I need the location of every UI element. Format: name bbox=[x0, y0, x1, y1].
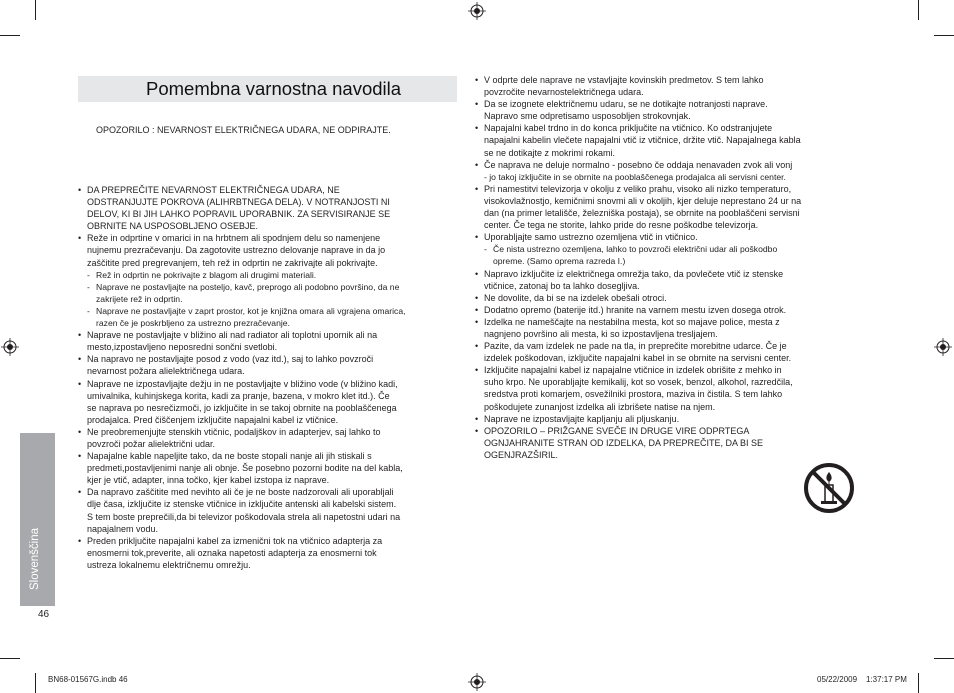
left-column bbox=[78, 184, 463, 571]
sub-item: - Naprave ne postavljajte na posteljo, kavč, preprogo ali podobno površino, da ne bbox=[87, 281, 463, 293]
bullet-item: • OPOZORILO – PRIŽGANE SVEČE IN DRUGE VIRE ODPRTEGA bbox=[475, 425, 865, 437]
bullet-item-continuation: vtičnice, zatonaj bo ta lahko dosegljiva. bbox=[484, 280, 640, 291]
bullet-item-continuation: se naprava po nesrečizmoči, jo izključite in se takoj obrnite na pooblaščenega bbox=[87, 402, 397, 413]
bullet-item-continuation: umivalnika, kuhinjskega korita, kadi za pranje, bazena, v mokro klet itd.). Če bbox=[87, 390, 390, 401]
bullet-item-continuation: ustreza lokalnemu električnemu omrežju. bbox=[87, 559, 251, 570]
bullet-item-continuation: nagnjeno površino ali mesta, ki so izpostavljena tresljajem. bbox=[484, 328, 718, 339]
bullet-item-continuation: visokovlažnostjo, kemičnimi snovmi ali v okoljih, kjer deluje neprestano 24 ur na bbox=[484, 195, 802, 206]
bullet-item-continuation: povzroči požar alielektrični udar. bbox=[87, 438, 216, 449]
no-open-flame-icon bbox=[803, 462, 855, 514]
sub-item-continuation: razen če je poskrbljeno za ustrezno prezračevanje. bbox=[96, 318, 290, 329]
crop-mark bbox=[35, 0, 36, 20]
bullet-item-continuation: prodajalca. Pred čiščenjem izključite napajalni kabel iz vtičnice. bbox=[87, 414, 339, 425]
bullet-item: • Pri namestitvi televizorja v okolju z veliko prahu, visoko ali nizko temperaturo, bbox=[475, 183, 865, 195]
bullet-item-continuation: dan (na primer letališče, železniška postaja), se obrnite na pooblaščeni servisni bbox=[484, 208, 800, 219]
bullet-item-continuation: napajalni kabelin vlečete napajalni vtič iz vtičnice, držite vtič. Napajalnega kabla bbox=[484, 135, 801, 146]
sub-item-continuation: zakrijete rež in odprtin. bbox=[96, 293, 183, 304]
bullet-item: • Naprave ne postavljajte v bližino ali nad radiator ali toplotni upornik ali na bbox=[78, 329, 463, 341]
bullet-item-continuation: mesto,izpostavljeno neposredni sončni svetlobi. bbox=[87, 342, 278, 353]
sub-item: - Naprave ne postavljajte v zaprt prostor, kot je knjižna omara ali vgrajena omarica, bbox=[87, 305, 463, 317]
bullet-item-continuation: napajalnem vodu. bbox=[87, 523, 159, 534]
footer-time: 1:37:17 PM bbox=[866, 675, 907, 684]
bullet-item: • Pazite, da vam izdelek ne pade na tla, in preprečite morebitne udarce. Če je bbox=[475, 340, 865, 352]
bullet-item: • Preden priključite napajalni kabel za izmenični tok na vtičnico adapterja za bbox=[78, 535, 463, 547]
crop-mark bbox=[934, 35, 954, 36]
bullet-item-continuation: dlje časa, izključite iz stenske vtičnice in izključite antenski ali kabelski sistem. bbox=[87, 499, 397, 510]
bullet-item: • Naprave ne izpostavljajte dežju in ne postavljajte v bližino vode (v bližino kadi, bbox=[78, 378, 463, 390]
bullet-item: • Izdelka ne nameščajte na nestabilna mesta, kot so majave police, mesta z bbox=[475, 316, 865, 328]
crop-mark bbox=[0, 35, 20, 36]
bullet-item-continuation: kjer je vtič, adapter, inna točko, kjer kabel izstopa iz naprave. bbox=[87, 475, 330, 486]
bullet-item: • Naprave ne izpostavljajte kapljanju ali pljuskanju. bbox=[475, 413, 865, 425]
registration-mark-icon bbox=[934, 338, 952, 356]
bullet-item: • Napravo izključite iz električnega omrežja tako, da povlečete vtič iz stenske bbox=[475, 268, 865, 280]
bullet-item-continuation: poškodujete zunanjost izdelka ali izbrišete natise na njem. bbox=[484, 401, 716, 412]
bullet-item-continuation: S tem boste preprečili,da bi televizor poškodovala strela ali napetostni udari na bbox=[87, 511, 401, 522]
bullet-item: • Ne dovolite, da bi se na izdelek obešali otroci. bbox=[475, 292, 865, 304]
crop-mark bbox=[918, 673, 919, 693]
bullet-item-continuation: DELOV, KI BI JIH LAHKO POPRAVIL UPORABNIK. ZA SERVISIRANJE SE bbox=[87, 209, 391, 220]
bullet-item: • Uporabljajte samo ustrezno ozemljena vtič in vtičnico. bbox=[475, 231, 865, 243]
right-column bbox=[475, 74, 865, 461]
bullet-item-continuation: suho krpo. Ne uporabljajte kemikalij, kot so vosek, benzol, alkohol, razredčila, bbox=[484, 377, 793, 388]
bullet-item: • Reže in odprtine v omarici in na hrbtnem ali spodnjem delu so namenjene bbox=[78, 232, 463, 244]
bullet-item-continuation: OGNJAHRANITE STRAN OD IZDELKA, DA PREPREČITE, DA BI SE bbox=[484, 437, 764, 448]
bullet-item: • Izključite napajalni kabel iz napajalne vtičnice in izdelek obrišite z mehko in bbox=[475, 364, 865, 376]
bullet-item: • Napajalni kabel trdno in do konca priključite na vtičnico. Ko odstranjujete bbox=[475, 122, 865, 134]
bullet-item: • Da napravo zaščitite med nevihto ali če je ne boste nadzorovali ali uporabljali bbox=[78, 486, 463, 498]
language-label: Slovenščina bbox=[29, 527, 41, 590]
bullet-item: • Ne preobremenjujte stenskih vtičnic, podaljškov in adapterjev, saj lahko to bbox=[78, 426, 463, 438]
bullet-item-continuation: povzročite nevarnostelektričnega udara. bbox=[484, 87, 644, 98]
bullet-item: • V odprte dele naprave ne vstavljajte kovinskih predmetov. S tem lahko bbox=[475, 74, 865, 86]
crop-mark bbox=[918, 0, 919, 20]
footer-file: BN68-01567G.indb 46 bbox=[48, 675, 128, 684]
bullet-item-continuation: center. Če tega ne storite, lahko pride do resne poškodbe televizorja. bbox=[484, 220, 759, 231]
bullet-item: • Napajalne kable napeljite tako, da ne boste stopali nanje ali jih stiskali s bbox=[78, 450, 463, 462]
bullet-item: • DA PREPREČITE NEVARNOST ELEKTRIČNEGA UDARA, NE bbox=[78, 184, 463, 196]
electric-shock-warning: OPOZORILO : NEVARNOST ELEKTRIČNEGA UDARA, NE ODPIRAJTE. bbox=[96, 125, 391, 135]
crop-mark bbox=[35, 673, 36, 693]
bullet-item-continuation: predmeti,postavljenimi nanje ali obnje. Še posebno pozorni bodite na del kabla, bbox=[87, 463, 403, 474]
bullet-item-continuation: ODSTRANJUJTE POKROVA (ALIHRBTNEGA DELA). V NOTRANJOSTI NI bbox=[87, 197, 390, 208]
bullet-item-continuation: OGENJRAZŠIRIL. bbox=[484, 449, 559, 460]
bullet-item-continuation: nevarnost požara alielektričnega udara. bbox=[87, 366, 245, 377]
bullet-item-continuation: se ne dotikajte z mokrimi rokami. bbox=[484, 147, 616, 158]
bullet-item-continuation: zaščitite pred pregrevanjem, teh rež in odprtin ne zakrivajte ali pokrivajte. bbox=[87, 257, 378, 268]
crop-mark bbox=[0, 658, 20, 659]
sub-item: - Rež in odprtin ne pokrivajte z blagom ali drugimi materiali. bbox=[87, 269, 463, 281]
registration-mark-icon bbox=[468, 673, 486, 691]
bullet-item-continuation: izdelek poškodovan, izključite napajalni kabel in se obrnite na servisni center. bbox=[484, 353, 792, 364]
page-title: Pomembna varnostna navodila bbox=[146, 78, 402, 99]
crop-mark bbox=[934, 658, 954, 659]
bullet-item: • Če naprava ne deluje normalno - posebno če oddaja nenavaden zvok ali vonj bbox=[475, 159, 865, 171]
bullet-item-continuation: enosmerni tok,preverite, ali oznaka napetosti adapterja za enosmerni tok bbox=[87, 547, 377, 558]
bullet-item-continuation: - jo takoj izključite in se obrnite na pooblaščenega prodajalca ali servisni center. bbox=[484, 171, 786, 182]
bullet-item-continuation: OBRNITE NA USPOSOBLJENO OSEBJE. bbox=[87, 221, 259, 232]
sub-item: - Če nista ustrezno ozemljena, lahko to povzroči električni udar ali poškodbo bbox=[484, 243, 865, 255]
page-number: 46 bbox=[38, 609, 50, 620]
registration-mark-icon bbox=[468, 2, 486, 20]
bullet-item: • Na napravo ne postavljajte posod z vodo (vaz itd.), saj to lahko povzroči bbox=[78, 353, 463, 365]
footer-date: 05/22/2009 bbox=[817, 675, 858, 684]
bullet-item: • Da se izognete električnemu udaru, se ne dotikajte notranjosti naprave. bbox=[475, 98, 865, 110]
registration-mark-icon bbox=[1, 338, 19, 356]
bullet-item: • Dodatno opremo (baterije itd.) hranite na varnem mestu izven dosega otrok. bbox=[475, 304, 865, 316]
bullet-item-continuation: sredstva proti komarjem, osvežilniki prostora, maziva in čistila. S tem lahko bbox=[484, 389, 783, 400]
bullet-item-continuation: Napravo sme odpretisamo usposobljen strokovnjak. bbox=[484, 111, 691, 122]
bullet-item-continuation: nujnemu prezračevanju. Da zagotovite ustrezno delovanje naprave in da jo bbox=[87, 245, 386, 256]
sub-item-continuation: opreme. (Samo oprema razreda I.) bbox=[493, 256, 626, 267]
